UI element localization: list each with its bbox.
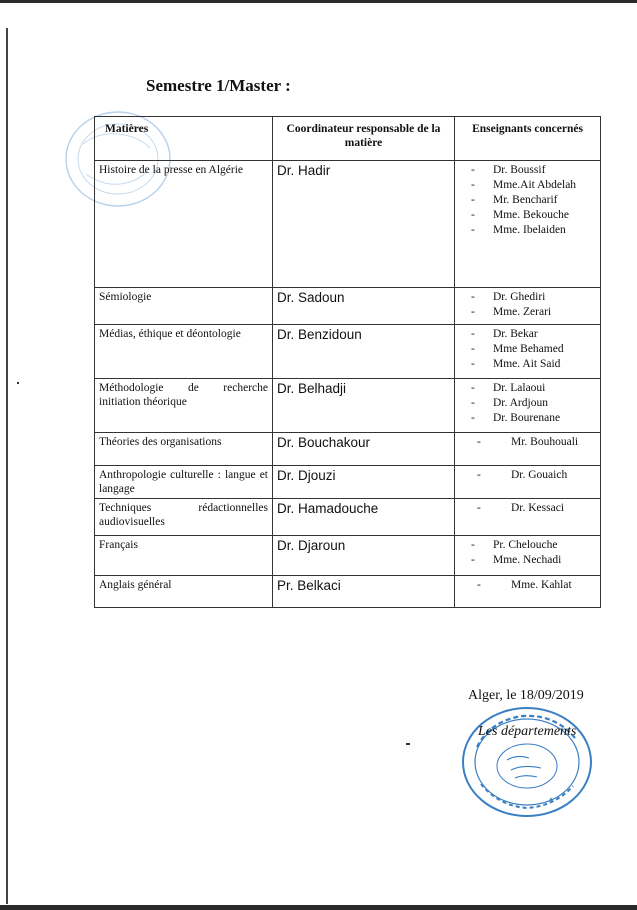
table-row bbox=[95, 379, 601, 433]
list-item: - Dr. Gouaich bbox=[477, 469, 568, 481]
matiere-cell: Méthodologie de recherche initiation théorique bbox=[95, 379, 273, 433]
enseignants-cell bbox=[455, 161, 601, 288]
bottom-border bbox=[0, 905, 637, 910]
stray-mark bbox=[17, 382, 19, 384]
table-row bbox=[95, 466, 601, 499]
list-item: - Pr. Chelouche bbox=[471, 539, 558, 551]
list-item: - Mme. Zerari bbox=[471, 306, 552, 318]
table-row bbox=[95, 325, 601, 379]
coordinateur-cell: Dr. Sadoun bbox=[273, 288, 455, 325]
list-item: - Mme. Bekouche bbox=[471, 209, 570, 221]
enseignants-cell bbox=[455, 499, 601, 536]
list-item: - Dr. Kessaci bbox=[477, 502, 565, 514]
header-enseignants: Enseignants concernés bbox=[455, 117, 601, 161]
list-item: - Mme. Ait Said bbox=[471, 358, 561, 370]
list-item: - Mme. Ibelaiden bbox=[471, 224, 566, 236]
list-item: - Dr. Bourenane bbox=[471, 412, 561, 424]
coordinateur-cell: Pr. Belkaci bbox=[273, 576, 455, 608]
list-item: - Dr. Bekar bbox=[471, 328, 538, 340]
list-item: - Dr. Ardjoun bbox=[471, 397, 548, 409]
list-item: - Mme.Ait Abdelah bbox=[471, 179, 577, 191]
matiere-cell: Histoire de la presse en Algérie bbox=[95, 161, 273, 288]
place-date: Alger, le 18/09/2019 bbox=[468, 688, 584, 703]
matiere-cell: Sémiologie bbox=[95, 288, 273, 325]
matiere-cell: Théories des organisations bbox=[95, 433, 273, 466]
stray-mark bbox=[406, 743, 410, 745]
list-item: - Mr. Bouhouali bbox=[477, 436, 579, 448]
list-item: - Dr. Lalaoui bbox=[471, 382, 546, 394]
table-header-row bbox=[95, 117, 601, 161]
coordinateur-cell: Dr. Djouzi bbox=[273, 466, 455, 499]
enseignants-cell bbox=[455, 576, 601, 608]
matiere-cell: Anthropologie culturelle : langue et langage bbox=[95, 466, 273, 499]
coordinateur-cell: Dr. Hamadouche bbox=[273, 499, 455, 536]
table-row bbox=[95, 433, 601, 466]
table-row bbox=[95, 288, 601, 325]
list-item: - Mme. Kahlat bbox=[477, 579, 572, 591]
enseignants-cell bbox=[455, 325, 601, 379]
table-row bbox=[95, 499, 601, 536]
matiere-cell: Français bbox=[95, 536, 273, 576]
page-title: Semestre 1/Master : bbox=[146, 76, 291, 95]
list-item: - Dr. Boussif bbox=[471, 164, 546, 176]
matiere-cell: Anglais général bbox=[95, 576, 273, 608]
enseignants-cell bbox=[455, 379, 601, 433]
enseignants-cell bbox=[455, 536, 601, 576]
header-matieres: Matières bbox=[95, 117, 273, 161]
coordinateur-cell: Dr. Benzidoun bbox=[273, 325, 455, 379]
table-row bbox=[95, 576, 601, 608]
table-row bbox=[95, 161, 601, 288]
list-item: - Mme. Nechadi bbox=[471, 554, 562, 566]
coordinateur-cell: Dr. Hadir bbox=[273, 161, 455, 288]
enseignants-cell bbox=[455, 433, 601, 466]
enseignants-cell bbox=[455, 466, 601, 499]
matiere-cell: Médias, éthique et déontologie bbox=[95, 325, 273, 379]
left-margin-line bbox=[6, 28, 8, 904]
signatory: Les départements bbox=[478, 724, 577, 739]
table-row bbox=[95, 536, 601, 576]
list-item: - Mme Behamed bbox=[471, 343, 564, 355]
matiere-cell: Techniques rédactionnelles audiovisuelles bbox=[95, 499, 273, 536]
list-item: - Dr. Ghediri bbox=[471, 291, 546, 303]
coordinateur-cell: Dr. Belhadji bbox=[273, 379, 455, 433]
top-border bbox=[0, 0, 637, 3]
coordinateur-cell: Dr. Djaroun bbox=[273, 536, 455, 576]
courses-table bbox=[94, 116, 601, 608]
list-item: - Mr. Bencharif bbox=[471, 194, 558, 206]
enseignants-cell bbox=[455, 288, 601, 325]
official-stamp-icon bbox=[457, 702, 597, 820]
coordinateur-cell: Dr. Bouchakour bbox=[273, 433, 455, 466]
header-coordinateur: Coordinateur responsable de la matière bbox=[273, 117, 455, 161]
